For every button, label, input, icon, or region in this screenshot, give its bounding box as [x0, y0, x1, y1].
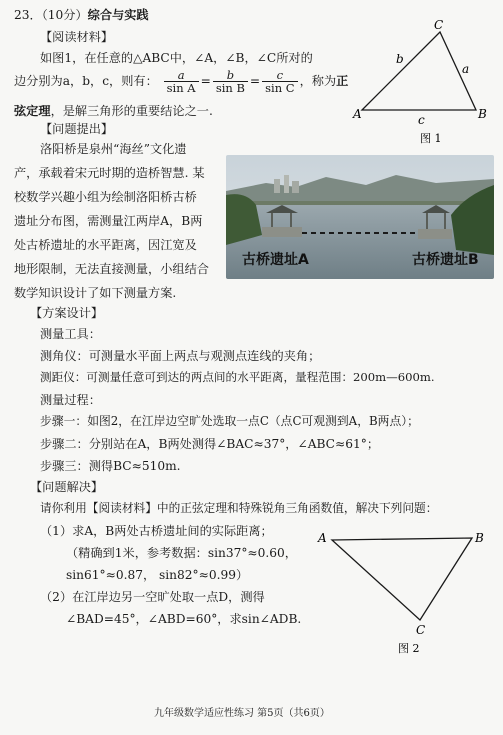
bridge-photo [226, 155, 494, 279]
theorem-name-part1: 正 [336, 74, 349, 89]
fraction-c-denominator: sin C [265, 81, 295, 96]
solve-part-1-hint-b: sin61°≈0.87， sin82°≈0.99） [66, 568, 249, 582]
figure-1-caption: 图 1 [420, 132, 442, 145]
section-reading-heading: 【阅读材料】 [40, 30, 114, 44]
question-number: 23．（10分） [14, 8, 88, 22]
reading-line-2-prefix: 边分别为a，b，c，则有： [14, 74, 158, 89]
solve-part-1-hint-a: （精确到1米，参考数据：sin37°≈0.60， [66, 546, 297, 560]
reading-line-1: 如图1，在任意的△ABC中，∠A，∠B，∠C所对的 [40, 51, 313, 65]
fig2-vertex-a-label: A [318, 531, 327, 545]
design-line-6: 步骤二：分别站在A，B两处测得∠BAC≈37°，∠ABC≈61°； [40, 437, 380, 451]
theorem-name-part2: 弦定理 [14, 104, 51, 118]
problem-line-6: 地形限制，无法直接测量，小组结合 [14, 262, 209, 276]
design-line-4: 测量过程： [40, 393, 101, 407]
design-line-7: 步骤三：测得BC≈510m. [40, 459, 181, 473]
design-line-1: 测量工具： [40, 327, 101, 341]
vertex-a-label: A [353, 107, 362, 121]
fraction-b-numerator: b [213, 69, 248, 82]
problem-line-3: 校数学兴趣小组为绘制洛阳桥古桥 [14, 190, 197, 204]
page-footer: 九年级数学适应性练习 第5页（共6页） [154, 708, 330, 719]
problem-line-4: 遗址分布图，需测量江两岸A，B两 [14, 214, 203, 228]
problem-line-2: 产，承载着宋元时期的造桥智慧. 某 [14, 166, 205, 180]
solve-part-2: （2）在江岸边另一空旷处取一点D，测得 [40, 590, 265, 604]
fig2-vertex-c-label: C [416, 623, 426, 637]
photo-label-b: 古桥遗址B [412, 252, 479, 268]
fraction-c-numerator: c [262, 69, 297, 82]
vertex-b-label: B [478, 107, 487, 121]
triangle-abc-fig2 [332, 538, 472, 620]
reading-line-2-suffix: ，称为 [299, 74, 337, 89]
triangle-abc [362, 32, 476, 110]
reading-line-2: 边分别为a，b，c，则有： $\frac{a}{\text{sin A}}$ = $\frac{b}{\text{sin B}}$ = $\frac{c}{\text{sin C}}$ ，称为正 [14, 68, 349, 96]
problem-line-1: 洛阳桥是泉州“海丝”文化遗 [40, 142, 187, 156]
problem-line-5: 处古桥遗址的水平距离，因江宽及 [14, 238, 197, 252]
question-title: 综合与实践 [87, 8, 149, 22]
side-b-label: b [396, 52, 404, 66]
figure-2-caption: 图 2 [398, 642, 420, 655]
reading-line-3-suffix: ，是解三角形的重要结论之一. [50, 104, 213, 118]
figure-1-triangle [352, 18, 497, 148]
problem-line-7: 数学知识设计了如下测量方案. [14, 286, 177, 300]
fraction-a-numerator: a [164, 69, 199, 82]
design-line-5: 步骤一：如图2，在江岸边空旷处选取一点C（点C可观测到A，B两点）； [40, 414, 419, 428]
solve-part-2-givens: ∠BAD=45°，∠ABD=60°，求sin∠ADB. [66, 612, 302, 626]
fraction-a-denominator: sin A [166, 81, 196, 96]
side-c-label: c [418, 113, 425, 127]
fraction-c [262, 69, 297, 94]
fig2-vertex-b-label: B [475, 531, 484, 545]
section-solve-heading: 【问题解决】 [30, 480, 104, 494]
photo-label-a: 古桥遗址A [242, 252, 309, 268]
question-header [14, 8, 149, 22]
section-problem-heading: 【问题提出】 [40, 122, 114, 136]
side-a-label: a [462, 62, 470, 76]
figure-2-triangle [312, 528, 492, 658]
vertex-c-label: C [434, 18, 444, 32]
design-line-3: 测距仪：可测量任意可到达的两点间的水平距离，量程范围：200m—600m. [40, 370, 435, 384]
design-line-2: 测角仪：可测量水平面上两点与观测点连线的夹角； [40, 349, 321, 363]
solve-line-1: 请你利用【阅读材料】中的正弦定理和特殊锐角三角函数值，解决下列问题： [40, 501, 438, 515]
solve-part-1: （1）求A，B两处古桥遗址间的实际距离； [40, 524, 273, 538]
fraction-b [213, 69, 248, 94]
reading-line-3 [14, 104, 213, 118]
fraction-a [164, 69, 199, 94]
section-design-heading: 【方案设计】 [30, 306, 104, 320]
fraction-b-denominator: sin B [215, 81, 245, 96]
